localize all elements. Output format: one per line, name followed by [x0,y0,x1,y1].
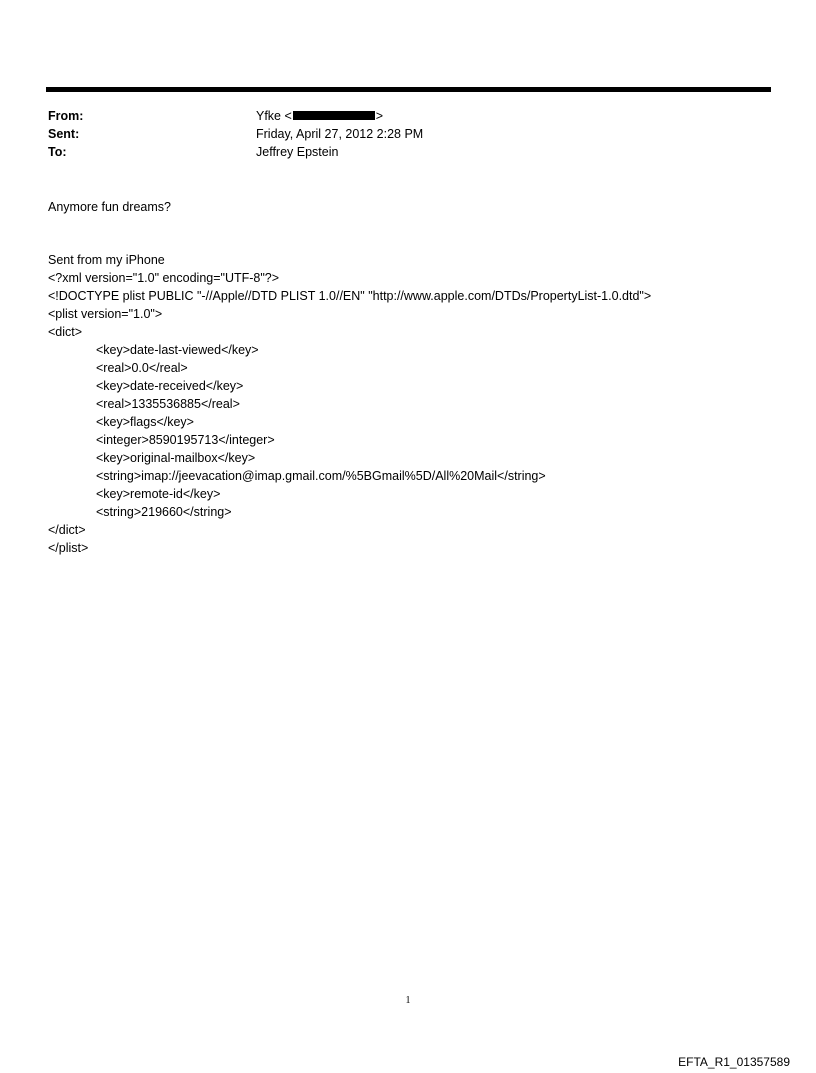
xml-line: <key>date-last-viewed</key> [96,343,259,357]
message-greeting: Anymore fun dreams? [48,200,171,214]
plist-xml-block [48,269,651,557]
page-number: 1 [405,995,411,1006]
xml-line: <!DOCTYPE plist PUBLIC "-//Apple//DTD PLIST 1.0//EN" "http://www.apple.com/DTDs/PropertyList-1.0.dtd"> [48,289,652,303]
xml-line: <dict> [48,325,83,339]
from-label: From: [48,109,84,123]
document-id: EFTA_R1_01357589 [678,1055,790,1069]
xml-line: <string>219660</string> [96,505,232,519]
redaction-bar [293,111,375,120]
header-divider [46,87,771,92]
from-name: Yfke < [256,109,292,123]
to-value: Jeffrey Epstein [256,145,339,159]
xml-line: <key>flags</key> [96,415,194,429]
sent-value: Friday, April 27, 2012 2:28 PM [256,127,424,141]
to-label: To: [48,145,67,159]
sent-label: Sent: [48,127,80,141]
xml-line: </dict> [48,523,86,537]
xml-line: <?xml version="1.0" encoding="UTF-8"?> [48,271,280,285]
xml-line: <key>date-received</key> [96,379,244,393]
xml-line: <real>1335536885</real> [96,397,240,411]
xml-line: <real>0.0</real> [96,361,188,375]
xml-line: <plist version="1.0"> [48,307,163,321]
xml-line: <string>imap://jeevacation@imap.gmail.com/%5BGmail%5D/All%20Mail</string> [96,469,546,483]
from-close: > [375,109,384,123]
xml-line: <key>remote-id</key> [96,487,221,501]
message-signature: Sent from my iPhone [48,253,165,267]
from-value [256,107,383,125]
xml-line: <key>original-mailbox</key> [96,451,256,465]
xml-line: </plist> [48,541,89,555]
xml-line: <integer>8590195713</integer> [96,433,275,447]
